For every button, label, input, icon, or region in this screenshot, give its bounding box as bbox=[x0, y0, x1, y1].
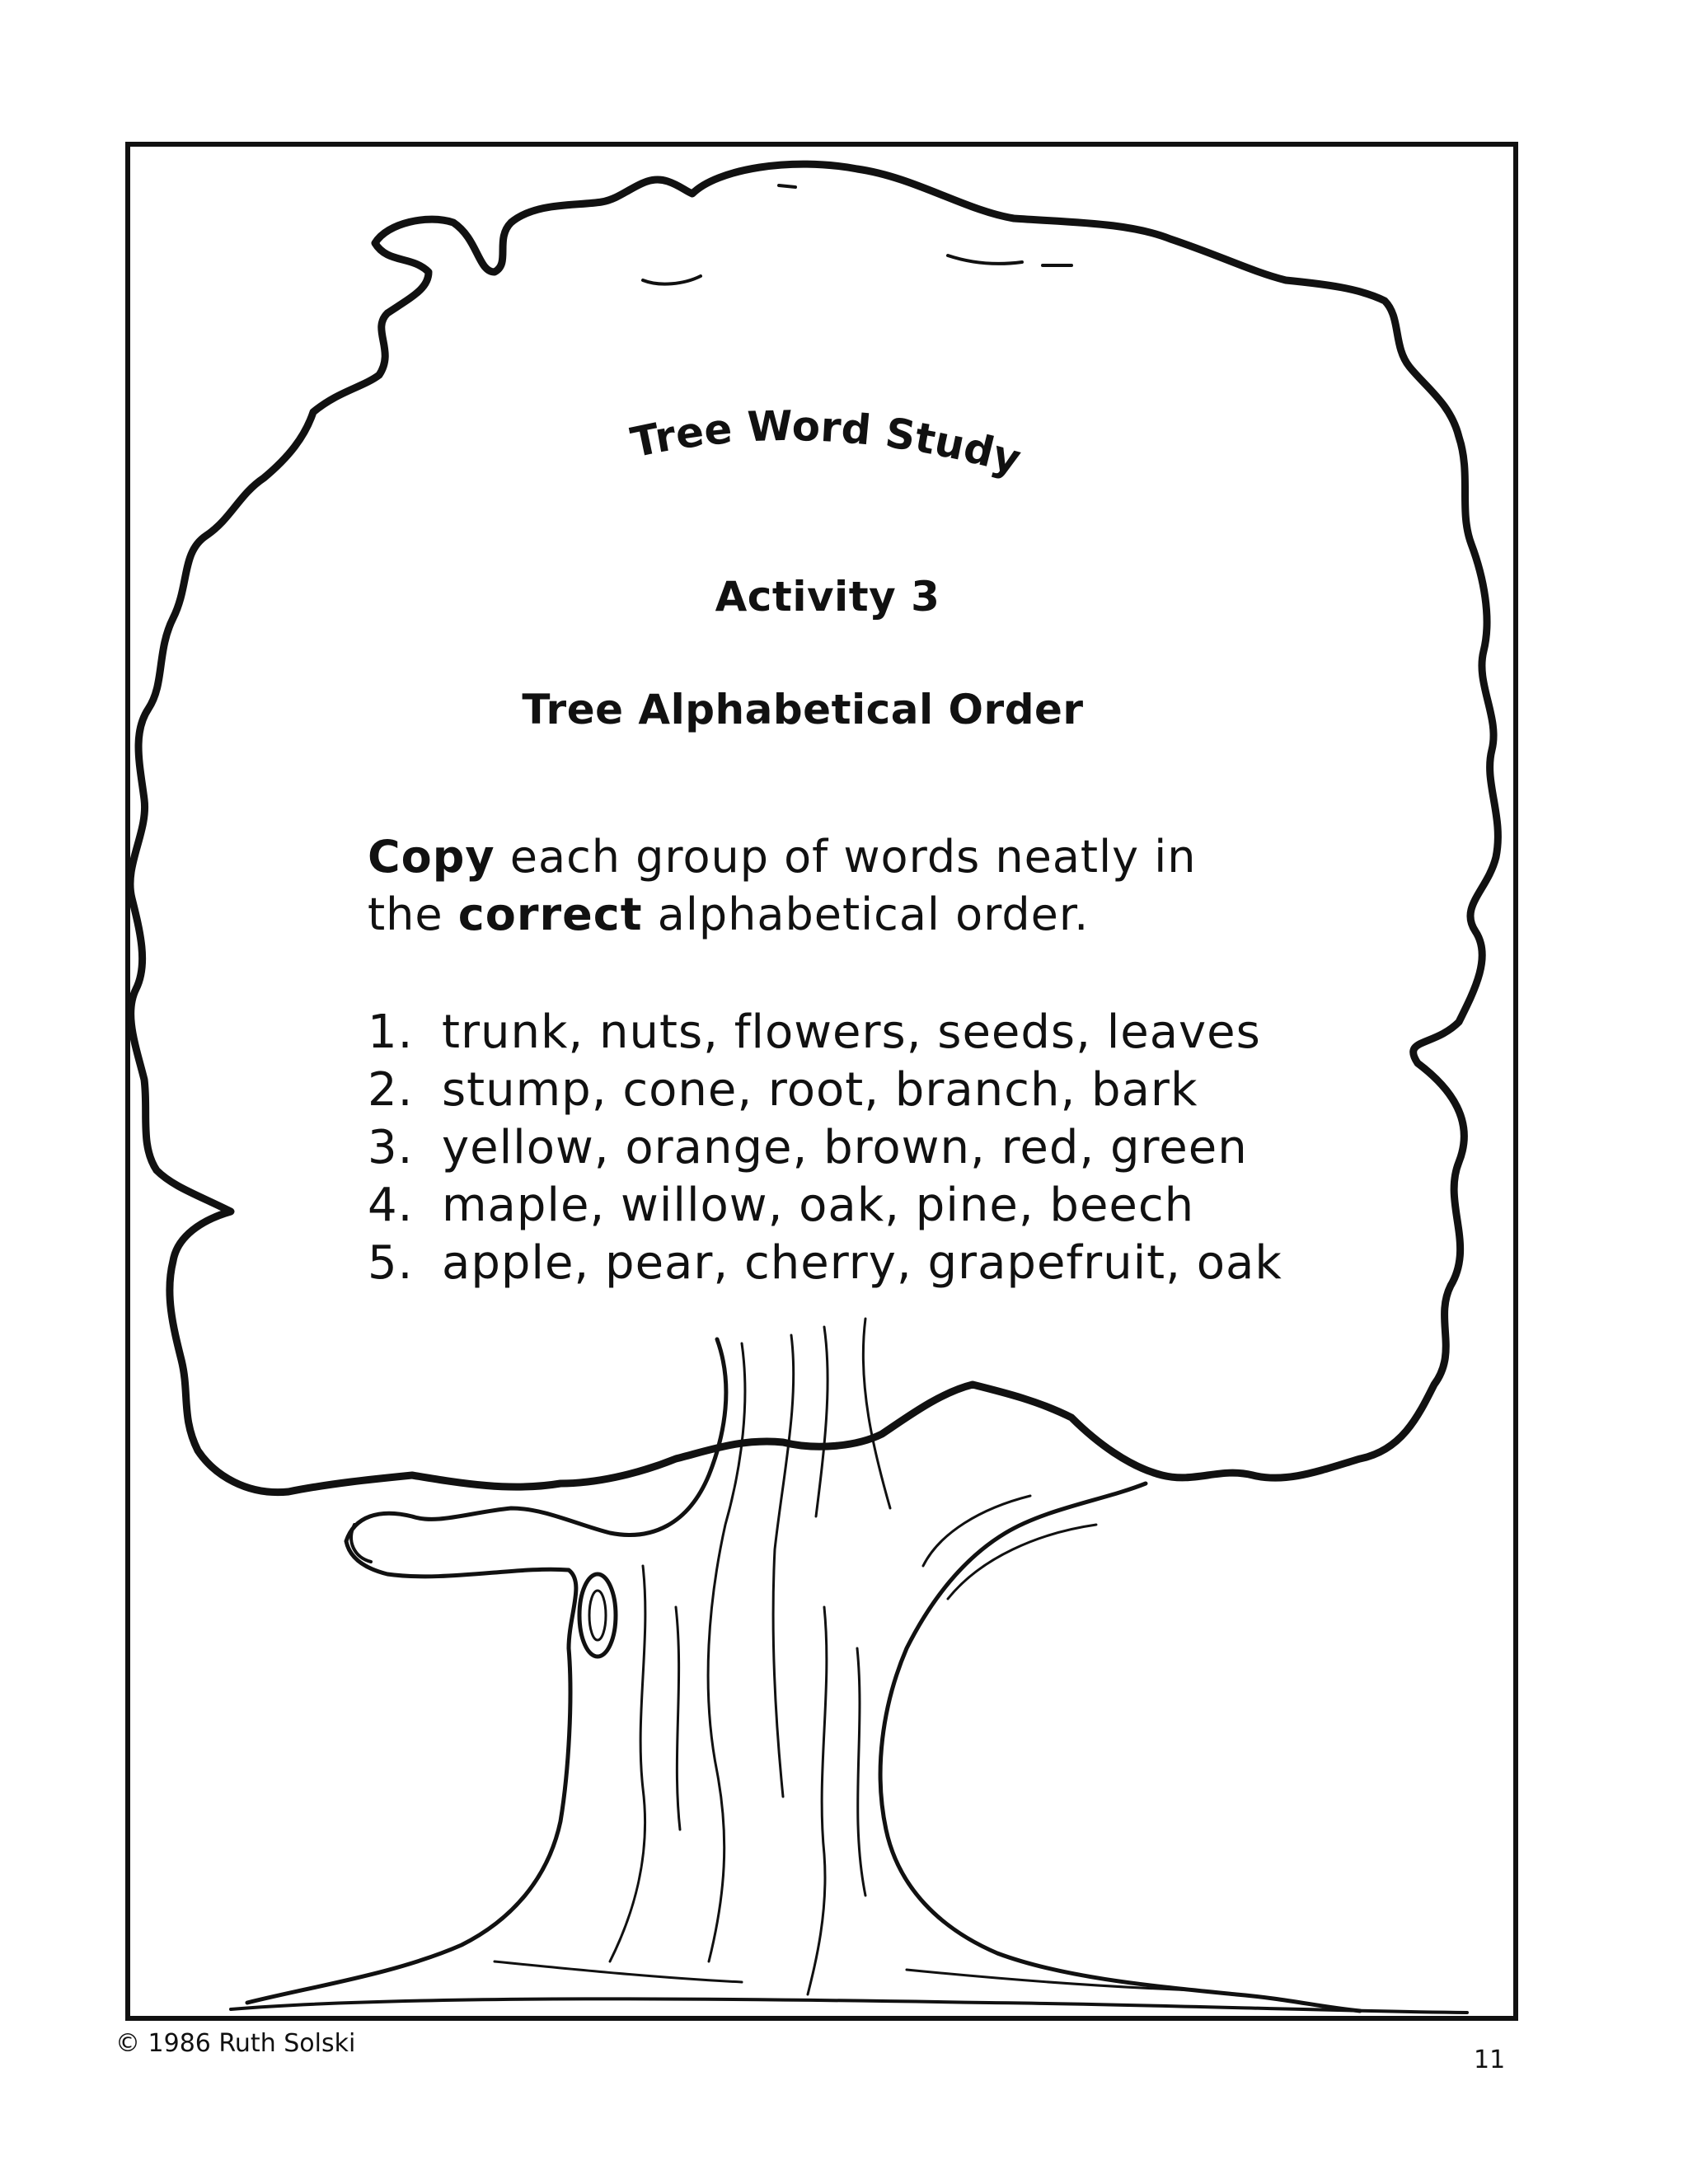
list-item bbox=[368, 1062, 1357, 1119]
list-item-words: maple, willow, oak, pine, beech bbox=[442, 1179, 1195, 1232]
list-item-number: 3. bbox=[368, 1121, 414, 1174]
list-item bbox=[368, 1119, 1357, 1177]
activity-heading: Activity 3 bbox=[715, 573, 940, 621]
list-item-words: apple, pear, cherry, grapefruit, oak bbox=[442, 1236, 1282, 1290]
instructions bbox=[368, 828, 1274, 944]
list-item-words: stump, cone, root, branch, bark bbox=[442, 1063, 1198, 1117]
instructions-copy-bold: Copy bbox=[368, 831, 495, 883]
list-item bbox=[368, 1177, 1357, 1235]
page-number: 11 bbox=[1474, 2046, 1506, 2074]
copyright-notice: © 1986 Ruth Solski bbox=[115, 2029, 356, 2058]
instructions-line-1-text: each group of words neatly in bbox=[495, 831, 1197, 883]
instructions-line-2 bbox=[368, 886, 1274, 944]
list-item bbox=[368, 1004, 1357, 1062]
activity-subtitle: Tree Alphabetical Order bbox=[522, 686, 1084, 733]
list-item-words: trunk, nuts, flowers, seeds, leaves bbox=[442, 1005, 1261, 1059]
list-item-number: 1. bbox=[368, 1005, 414, 1059]
list-item bbox=[368, 1235, 1357, 1292]
list-item-words: yellow, orange, brown, red, green bbox=[442, 1121, 1248, 1174]
list-item-number: 5. bbox=[368, 1236, 414, 1290]
word-group-list bbox=[368, 1004, 1357, 1292]
instructions-correct-bold: correct bbox=[457, 888, 643, 940]
list-item-number: 2. bbox=[368, 1063, 414, 1117]
instructions-line-1 bbox=[368, 828, 1274, 886]
instructions-line-2-start: the bbox=[368, 888, 458, 940]
worksheet-title: Tree Word Study bbox=[626, 401, 1026, 485]
list-item-number: 4. bbox=[368, 1179, 414, 1232]
instructions-line-2-text: alphabetical order. bbox=[642, 888, 1090, 940]
